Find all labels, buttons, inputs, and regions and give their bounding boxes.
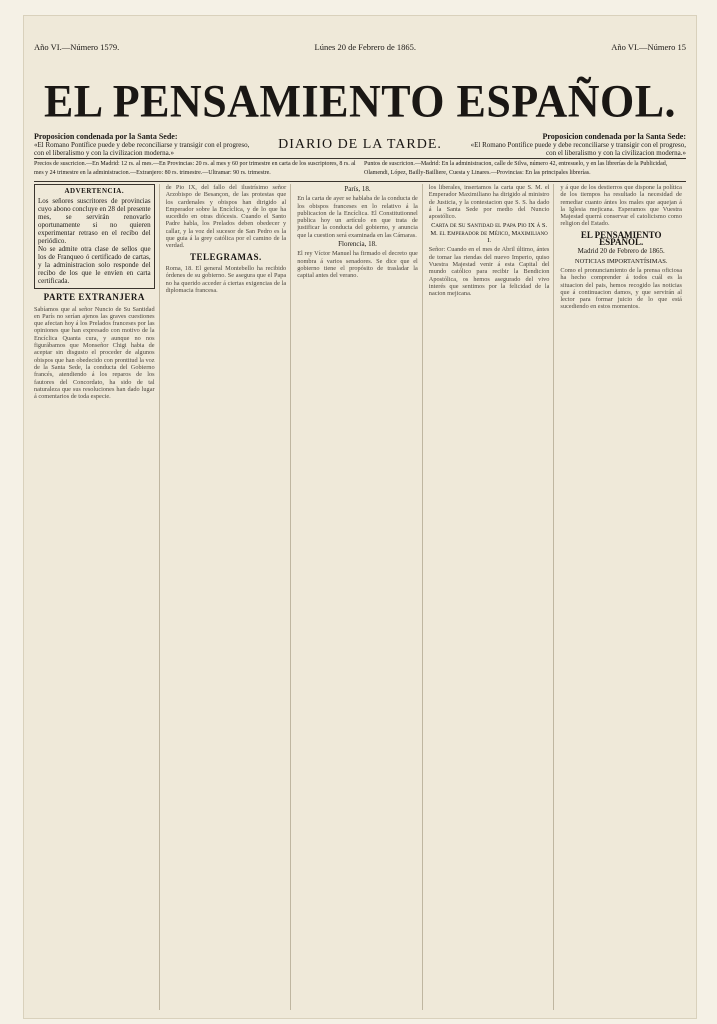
subscription-points: Puntos de suscricion.—Madrid: En la administracion, calle de Silva, número 42, entresuelo, y en las librerías de la Publicidad, Olamendi, López, Bailly-Bailliere, Cuesta y Linares.—Provincias: En las principales librerías.: [364, 161, 668, 176]
notice-text: Los señores suscritores de provincias cuyo abono concluye en 28 del presente mes, se servirán renovarlo oportunamente si no quieren experimentar retraso en el recibo del periódico.: [38, 197, 151, 246]
article-body-2: El rey Víctor Manuel ha firmado el decreto que nombra á varios senadores. Se dice que el gobierno tiene el propósito de trasladar la capital antes del verano.: [297, 250, 418, 280]
article-body: de Pio IX, del fallo del ilustrísimo señor Arzobispo de Besançon, de las protestas que los cardenales y obispos han dirigido al Emperador sobre la Encíclica, y de lo que ha sucedido en otras diócesis. Cuando el Santo Padre habla, los Prelados deben obedecer y callar, y la voz del sucesor de San Pedro es la que guia á la grey católica por el camino de la verdad.: [165, 184, 287, 250]
notice-title: ADVERTENCIA.: [64, 187, 125, 195]
article-columns: [34, 184, 686, 1010]
newspaper-page: [24, 16, 696, 1018]
subscription-prices: Precios de suscricion.—En Madrid: 12 rs. al mes.—En Provincias: 20 rs. al mes y 60 por trimestre en carta de los suscriptores, 8 rs. al mes y 24 trimestre en la administracion.—Extranjero: 80 rs. trimestre.—Ultramar: 90 rs. trimestre.: [34, 161, 356, 176]
issue-date: Lúnes 20 de Febrero de 1865.: [314, 42, 417, 52]
dateline-2: Florencia, 18.: [338, 240, 377, 249]
article-body: Sabíamos que al señor Nuncio de Su Santidad en París no serían ajenos las graves cuestiones que afectan hoy á los Prelados franceses por las opiniones que han expresado con motivo de la Encíclica Quanta cura, y aunque no nos figurábamos que Monseñor Chigi habia de aceptar sin disgusto el proceder de algunos obispos que han obedecido con prontitud la voz de la Santa Sede, la conducta del Gobierno francés, atendiendo á los reparos de los fautores del Concordato, ha sido de tal naturaleza que sus resoluciones han dado lugar á comentarios de toda especie.: [34, 305, 155, 401]
newspaper-subtitle: DIARIO DE LA TARDE.: [278, 136, 442, 152]
letter-body: Señor: Cuando en el mes de Abril último, ántes de tomar las riendas del nuevo Imperio, quiso Vuestra Majestad venir á esta Capital del mundo católico para recibir la Bendicion Apostólica, os hemos asegurado del vivo interés que sentimos por la felicidad de la nacion mejicana.: [428, 246, 550, 298]
article-body: y á que de los destierros que dispone la política de los tiempos ha resultado la necesidad de remediar cuanto ántes los males que aquejan á la Iglesia mejicana. Esperamos que Vuestra Majestad querrá conservar el catolicismo como religion del Estado.: [560, 184, 682, 228]
telegrams-body: Roma, 18. El general Montebello ha recibido órdenes de su gobierno. Se asegura que el Papa no ha querido acceder á ciertas exigencias de la diplomacia francesa.: [165, 264, 287, 294]
motto-left-title: Proposicion condenada por la Santa Sede:: [34, 132, 178, 141]
column-3: [297, 184, 423, 1010]
article-body: En la carta de ayer se hablaba de la conducta de los obispos franceses en lo relativo á la publicacion de la Encíclica. El Constitutionnel publica hoy un artículo en que trata de justificar la conducta del gobierno, y anuncia que la cuestion será examinada en las Cámaras.: [297, 195, 418, 239]
masthead: [34, 76, 686, 136]
motto-left-text: «El Romano Pontífice puede y debe reconciliarse y transigir con el progreso, con el liberalismo y con la civilizacion moderna.»: [34, 141, 250, 157]
column-5: [560, 184, 686, 1010]
motto-right-text: «El Romano Pontífice puede y debe reconciliarse y transigir con el progreso, con el liberalismo y con la civilizacion moderna.»: [470, 141, 686, 157]
section-title-telegrams: TELEGRAMAS.: [190, 251, 262, 262]
column-1: [34, 184, 160, 1010]
dateline: París, 18.: [344, 185, 371, 193]
motto-right: [466, 132, 686, 157]
notice-text-2: No se admite otra clase de sellos que los de Franqueo ó certificado de cartas, y la administracion solo responde del recibo de los que le envíen en carta certificada.: [38, 245, 151, 286]
issue-number-left: Año VI.—Número 1579.: [34, 42, 120, 52]
motto-left: [34, 132, 254, 157]
inline-brand: EL PENSAMIENTO ESPAÑOL.: [580, 229, 662, 248]
section-title-news: NOTICIAS IMPORTANTÍSIMAS.: [574, 257, 668, 265]
newspaper-title: EL PENSAMIENTO ESPAÑOL.: [43, 75, 677, 128]
section-title-foreign: PARTE EXTRANJERA: [43, 292, 145, 303]
letter-title: Carta de Su Santidad el Papa Pio IX á S. M. el Emperador de Méjico, Maximiliano I.: [430, 222, 548, 245]
issue-line: [34, 42, 686, 52]
column-4: [429, 184, 555, 1010]
subscription-info: [34, 158, 686, 182]
notice-box: [34, 184, 155, 289]
news-body: Como el pronunciamiento de la prensa oficiosa ha hecho comprender á todos cuál es la situacion del pais, hemos recogido las noticias que á continuacion damos, y que servirán al lector para formar juicio de lo que está sucediendo en estos momentos.: [560, 266, 682, 311]
article-body: los liberales, insertamos la carta que S. M. el Emperador Maximiliano ha dirigido al ministro de Justicia, y la contestacion que S. S. ha dado á la Santa Sede por medio del Nuncio apostólico.: [428, 184, 550, 221]
subtitle-row: [34, 132, 686, 157]
issue-number-right: Año VI.—Número 15: [611, 42, 686, 52]
motto-right-title: Proposicion condenada por la Santa Sede:: [542, 132, 686, 141]
column-2: [166, 184, 292, 1010]
inline-date: Madrid 20 de Febrero de 1865.: [577, 247, 665, 256]
